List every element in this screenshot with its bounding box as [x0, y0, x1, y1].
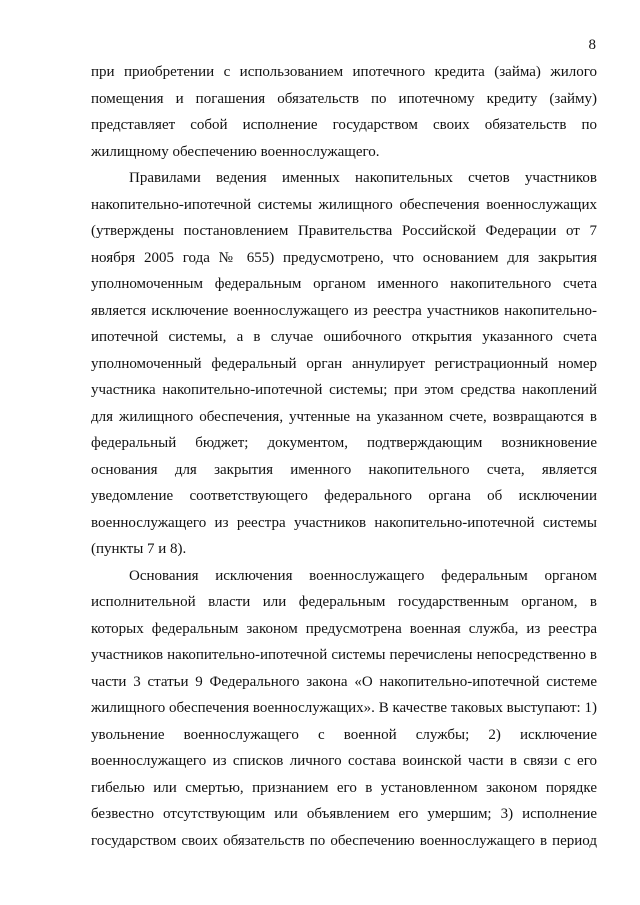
page-number: 8	[588, 37, 596, 53]
text-line: части 3 статьи 9 Федерального закона «О накопительно-ипотечной системе	[91, 673, 597, 690]
text-line: гибелью или смертью, признанием его в установленном законом порядке	[91, 779, 597, 796]
text-line: исполнительной власти или федеральным государственным органом, в	[91, 594, 597, 610]
text-line: (пункты 7 и 8).	[91, 541, 187, 557]
text-line: ноября 2005 года № 655) предусмотрено, что основанием для закрытия	[91, 249, 597, 266]
text-line: уполномоченный федеральный орган аннулирует регистрационный номер	[91, 355, 597, 372]
paragraph-2	[91, 165, 597, 563]
text-line: (утверждены постановлением Правительства Российской Федерации от 7	[91, 223, 597, 239]
text-line: ипотечной системы, а в случае ошибочного открытия указанного счета	[91, 329, 597, 345]
text-line: является исключение военнослужащего из реестра участников накопительно-	[91, 302, 597, 319]
text-line: государством своих обязательств по обеспечению военнослужащего в период	[91, 832, 597, 849]
text-line: жилищного обеспечения военнослужащих». В качестве таковых выступают: 1)	[91, 700, 597, 716]
text-line: безвестно отсутствующим или объявлением его умершим; 3) исполнение	[91, 806, 597, 822]
text-line: участников накопительно-ипотечной системы перечислены непосредственно в	[91, 647, 597, 663]
text-line: участника накопительно-ипотечной системы; при этом средства накоплений	[91, 382, 597, 398]
text-line: военнослужащего из списков личного состава воинской части в связи с его	[91, 753, 597, 769]
text-line: при приобретении с использованием ипотечного кредита (займа) жилого	[91, 64, 597, 80]
text-line: основания для закрытия именного накопительного счета, является	[91, 461, 597, 478]
text-line: Основания исключения военнослужащего федеральным органом	[129, 567, 597, 584]
document-body	[91, 59, 597, 854]
text-line: Правилами ведения именных накопительных счетов участников	[129, 170, 597, 186]
text-line: федеральный бюджет; документом, подтверждающим возникновение	[91, 435, 597, 451]
text-line: уведомление соответствующего федерального органа об исключении	[91, 488, 597, 504]
text-line: которых федеральным законом предусмотрена военная служба, из реестра	[91, 620, 597, 637]
text-line: жилищному обеспечению военнослужащего.	[91, 143, 380, 160]
text-line: уполномоченным федеральным органом именного накопительного счета	[91, 276, 597, 292]
text-line: военнослужащего из реестра участников накопительно-ипотечной системы	[91, 514, 597, 531]
text-line: для жилищного обеспечения, учтенные на указанном счете, возвращаются в	[91, 408, 597, 425]
paragraph-3	[91, 563, 597, 855]
text-line: помещения и погашения обязательств по ипотечному кредиту (займу)	[91, 90, 597, 107]
text-line: увольнение военнослужащего с военной службы; 2) исключение	[91, 726, 597, 743]
paragraph-1	[91, 59, 597, 165]
text-line: накопительно-ипотечной системы жилищного обеспечения военнослужащих	[91, 196, 597, 213]
text-line: представляет собой исполнение государством своих обязательств по	[91, 117, 597, 133]
